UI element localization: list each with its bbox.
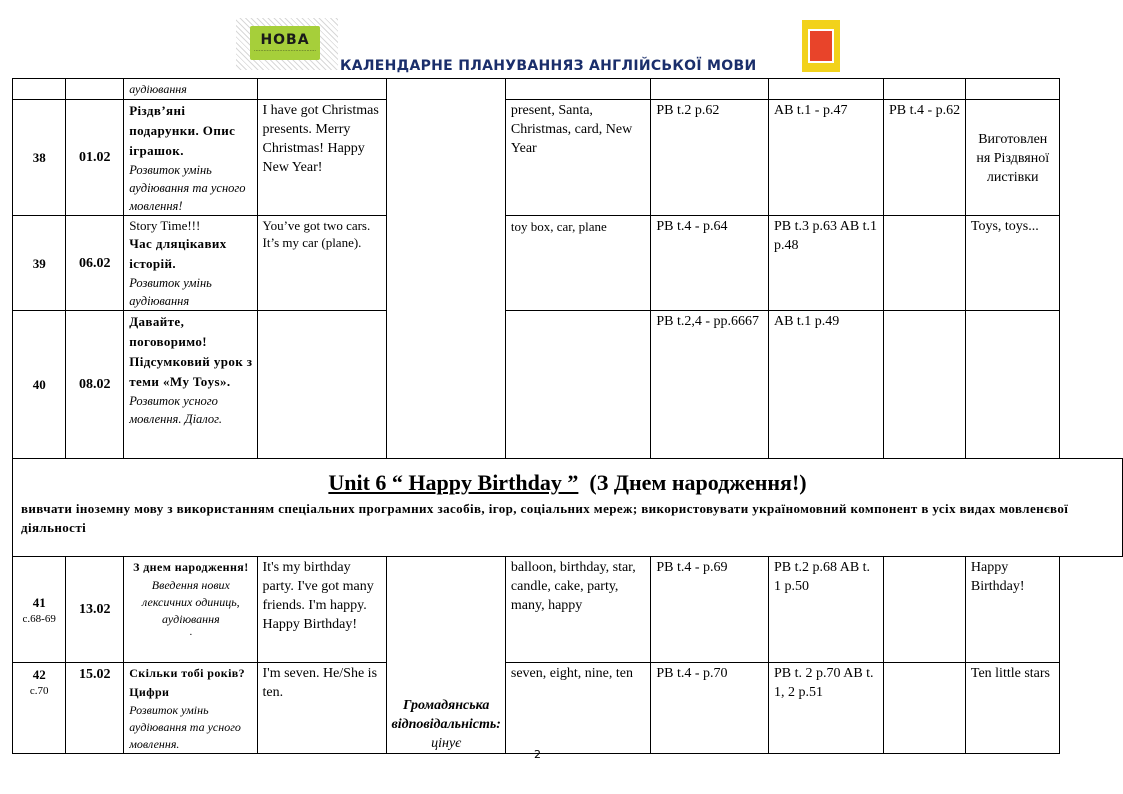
lesson-date: 01.02: [66, 100, 124, 216]
lesson-topic: З днем народження! Введення нових лексичних одиниць, аудіювання .: [124, 557, 257, 663]
activity-book-ref: AB t.1 - p.47: [768, 100, 883, 216]
calendar-table: [12, 78, 1123, 754]
vocabulary: [505, 311, 650, 459]
project-activity: [965, 311, 1059, 459]
table-row: аудіювання: [13, 79, 1123, 100]
table-row: [13, 663, 1123, 754]
table-row: [13, 100, 1123, 216]
lesson-number: 39: [13, 216, 66, 311]
page-number: 2: [534, 748, 541, 761]
document-header: [236, 16, 846, 78]
table-row: [13, 311, 1123, 459]
lesson-number: 42 с.70: [13, 663, 66, 754]
lesson-date: 08.02: [66, 311, 124, 459]
unit-header: [13, 459, 1123, 557]
pupil-book-ref: PB t.2 p.62: [651, 100, 769, 216]
lesson-number: 41 с.68-69: [13, 557, 66, 663]
speech-patterns: You’ve got two cars. It’s my car (plane).: [257, 216, 386, 311]
unit-title: Unit 6 “ Happy Birthday ” (З Днем народження!): [328, 470, 807, 495]
speech-patterns: It's my birthday party. I've got many friends. I'm happy. Happy Birthday!: [257, 557, 386, 663]
vocabulary: present, Santa, Christmas, card, New Year: [505, 100, 650, 216]
project-activity: Happy Birthday!: [965, 557, 1059, 663]
unit-description: вивчати іноземну мову з використанням спеціальних програмних засобів, ігор, соціальних мереж; використовувати україномовний компонент в усіх видах мовленєвої діяльності: [21, 501, 1069, 535]
lesson-number: 38: [13, 100, 66, 216]
vocabulary: seven, eight, nine, ten: [505, 663, 650, 754]
speech-patterns: I'm seven. He/She is ten.: [257, 663, 386, 754]
civic-competence-cell: [386, 79, 505, 459]
homework-ref: [883, 557, 965, 663]
document-title: КАЛЕНДАРНЕ ПЛАНУВАННЯЗ АНГЛІЙСЬКОЇ МОВИ: [340, 58, 757, 74]
lesson-topic: Різдв’яні подарунки. Опис іграшок. Розвиток умінь аудіювання та усного мовлення!: [124, 100, 257, 216]
homework-ref: PB t.4 - p.62: [883, 100, 965, 216]
lesson-topic: Давайте, поговоримо! Підсумковий урок з теми «My Toys». Розвиток усного мовлення. Діалог.: [124, 311, 257, 459]
unit-header-row: [13, 459, 1123, 557]
activity-book-ref: PB t.3 p.63 AB t.1 p.48: [768, 216, 883, 311]
pupil-book-ref: PB t.2,4 - pp.6667: [651, 311, 769, 459]
pupil-book-ref: PB t.4 - p.64: [651, 216, 769, 311]
homework-ref: [883, 311, 965, 459]
activity-book-ref: PB t. 2 p.70 AB t. 1, 2 p.51: [768, 663, 883, 754]
nush-logo: [236, 18, 338, 70]
activity-book-ref: AB t.1 p.49: [768, 311, 883, 459]
activity-book-ref: PB t.2 p.68 AB t. 1 p.50: [768, 557, 883, 663]
lesson-topic: Story Time!!! Час дляцікавих історій. Розвиток умінь аудіювання: [124, 216, 257, 311]
pupil-book-ref: PB t.4 - p.70: [651, 663, 769, 754]
speech-patterns: I have got Christmas presents. Merry Christmas! Happy New Year!: [257, 100, 386, 216]
vocabulary: balloon, birthday, star, candle, cake, party, many, happy: [505, 557, 650, 663]
lesson-date: 13.02: [66, 557, 124, 663]
speech-patterns: [257, 311, 386, 459]
table-row: [13, 557, 1123, 663]
lesson-date: 06.02: [66, 216, 124, 311]
civic-competence-cell: Громадянська відповідальність: цінує: [386, 557, 505, 754]
project-activity: Ten little stars: [965, 663, 1059, 754]
pupil-book-ref: PB t.4 - p.69: [651, 557, 769, 663]
project-activity: Виготовлен ня Різдвяної листівки: [965, 100, 1059, 216]
project-activity: Toys, toys...: [965, 216, 1059, 311]
lesson-topic: Скільки тобі років? Цифри Розвиток умінь аудіювання та усного мовлення.: [124, 663, 257, 754]
lesson-date: 15.02: [66, 663, 124, 754]
homework-ref: [883, 216, 965, 311]
book-cover-icon: [802, 20, 840, 72]
homework-ref: [883, 663, 965, 754]
lesson-number: 40: [13, 311, 66, 459]
vocabulary: toy box, car, plane: [505, 216, 650, 311]
table-row: [13, 216, 1123, 311]
nush-logo-icon: НОВА ·······································: [250, 26, 320, 60]
